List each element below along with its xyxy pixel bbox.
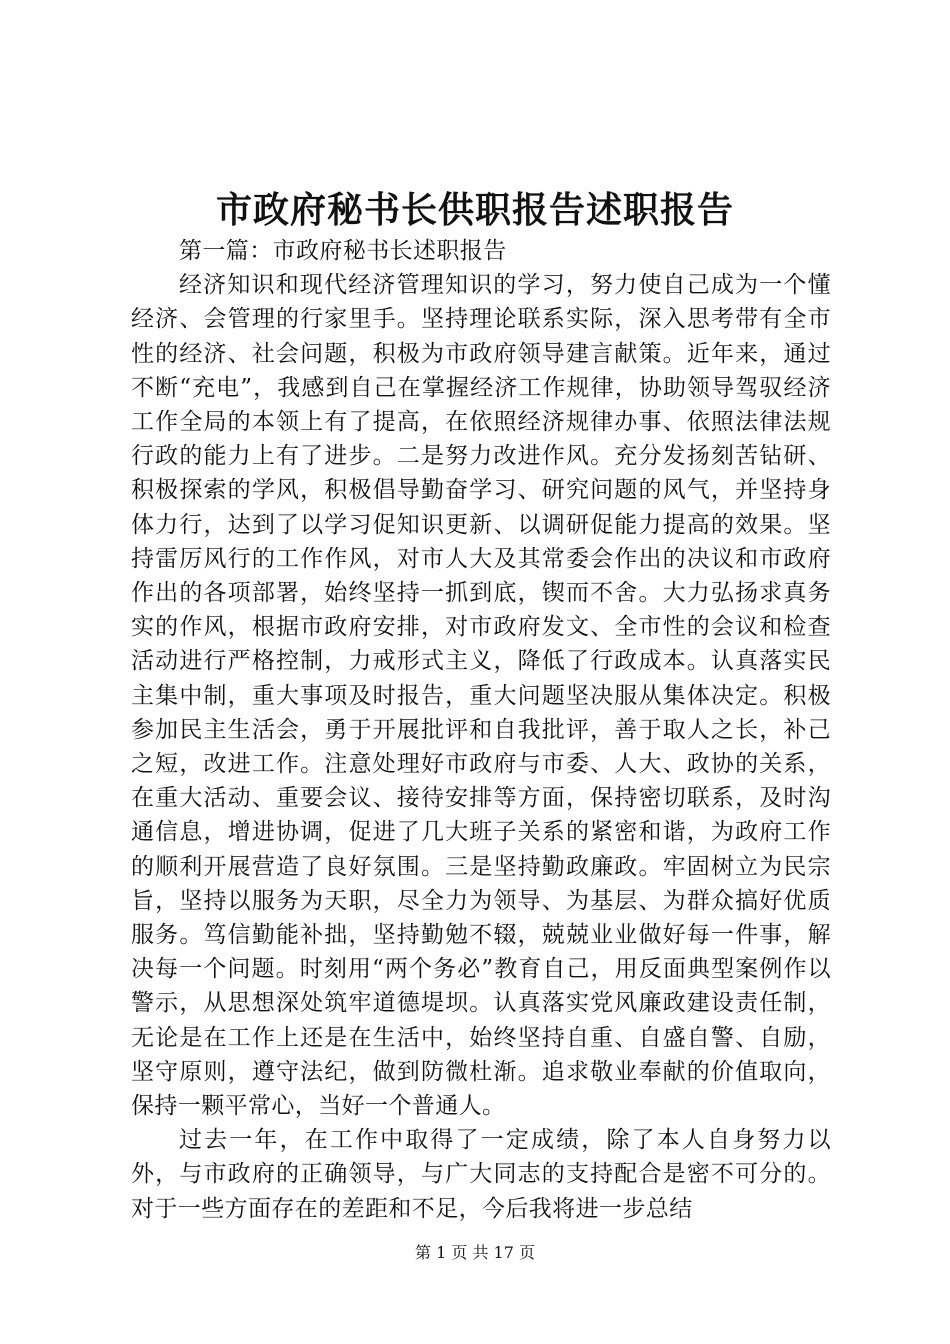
- section-heading: 第一篇：市政府秘书长述职报告: [179, 238, 507, 264]
- document-body: [131, 234, 831, 1226]
- body-paragraph: 过去一年，在工作中取得了一定成绩，除了本人自身努力以外，与市政府的正确领导，与广大同志的支持配合是密不可分的。对于一些方面存在的差距和不足，今后我将进一步总结: [131, 1127, 831, 1222]
- page-number-footer: 第 1 页 共 17 页: [415, 1243, 535, 1262]
- body-paragraph: 经济知识和现代经济管理知识的学习，努力使自己成为一个懂经济、会管理的行家里手。坚持理论联系实际，深入思考带有全市性的经济、社会问题，积极为市政府领导建言献策。近年来，通过不断“充电”，我感到自己在掌握经济工作规律，协助领导驾驭经济工作全局的本领上有了提高，在依照经济规律办事、依照法律法规行政的能力上有了进步。二是努力改进作风。充分发扬刻苦钻研、积极探索的学风，积极倡导勤奋学习、研究问题的风气，并坚持身体力行，达到了以学习促知识更新、以调研促能力提高的效果。坚持雷厉风行的工作作风，对市人大及其常委会作出的决议和市政府作出的各项部署，始终坚持一抓到底，锲而不舍。大力弘扬求真务实的作风，根据市政府安排，对市政府发文、全市性的会议和检查活动进行严格控制，力戒形式主义，降低了行政成本。认真落实民主集中制，重大事项及时报告，重大问题坚决服从集体决定。积极参加民主生活会，勇于开展批评和自我批评，善于取人之长，补己之短，改进工作。注意处理好市政府与市委、人大、政协的关系，在重大活动、重要会议、接待安排等方面，保持密切联系，及时沟通信息，增进协调，促进了几大班子关系的紧密和谐，为政府工作的顺利开展营造了良好氛围。三是坚持勤政廉政。牢固树立为民宗旨，坚持以服务为天职，尽全力为领导、为基层、为群众搞好优质服务。笃信勤能补拙，坚持勤勉不辍，兢兢业业做好每一件事，解决每一个问题。时刻用“两个务必”教育自己，用反面典型案例作以警示，从思想深处筑牢道德堤坝。认真落实党风廉政建设责任制，无论是在工作上还是在生活中，始终坚持自重、自盛自警、自励，坚守原则，遵守法纪，做到防微杜渐。追求敬业奉献的价值取向，保持一颗平常心，当好一个普通人。: [131, 272, 831, 1120]
- document-title: 市政府秘书长供职报告述职报告: [215, 189, 734, 231]
